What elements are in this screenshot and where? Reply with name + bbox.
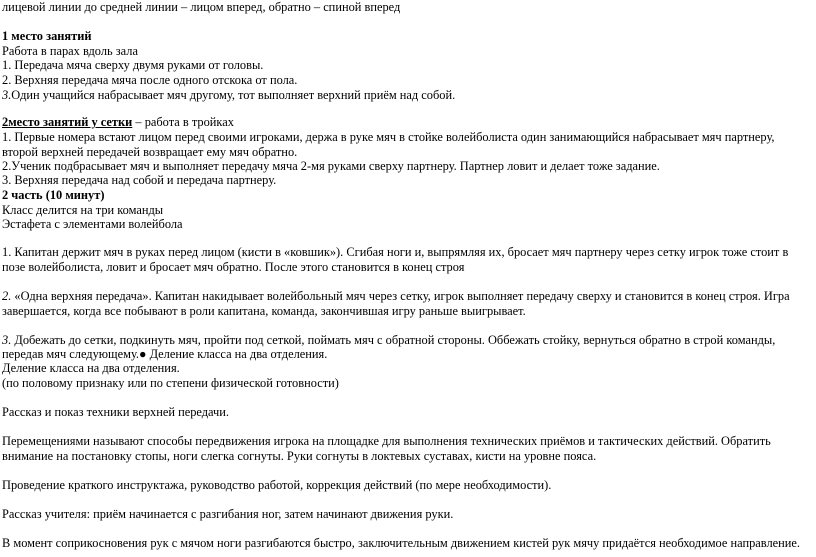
list-item — [2, 333, 775, 348]
bullet-text: ● Деление класса на два отделения. — [139, 347, 328, 361]
item-text: «Одна верхняя передача». Капитан накидывает волейбольный мяч через сетку, игрок выполняет передачу сверху и становится в конец строя. Игра — [11, 289, 790, 303]
text-line: Рассказ учителя: приём начинается с разгибания ног, затем начинают движения руки. — [2, 507, 454, 521]
text-line: В момент соприкосновения рук с мячом ноги разгибаются быстро, заключительным движением кистей рук мячу придаётся необходимое направление. — [2, 536, 801, 550]
text-line: Рассказ и показ техники верхней передачи. — [2, 405, 230, 419]
text-line: Работа в парах вдоль зала — [2, 44, 138, 58]
text-part: передав мяч следующему. — [2, 347, 139, 361]
item-text: Один учащийся набрасывает мяч другому, тот выполняет верхний приём над собой. — [11, 88, 456, 102]
text-line: Деление класса на два отделения. — [2, 361, 180, 375]
text-line: (по половому признаку или по степени физической готовности) — [2, 376, 339, 390]
text-line: лицевой линии до средней линии – лицом вперед, обратно – спиной вперед — [2, 0, 401, 14]
text-line: завершается, когда все побывают в роли капитана, команда, закончившая игру раньше выигрывает. — [2, 304, 526, 318]
text-line: второй верхней передачей возвращает ему мяч обратно. — [2, 145, 298, 159]
item-number: 3. — [2, 88, 12, 102]
item-number: 3. — [2, 333, 12, 347]
text-line: Перемещениями называют способы передвижения игрока на площадке для выполнения технических приёмов и тактических действий. Обратить — [2, 434, 771, 448]
list-item: 1. Капитан держит мяч в руках перед лицом (кисти в «ковшик»). Сгибая ноги и, выпрямляя их, бросает мяч партнеру через сетку игрок тоже стоит в — [2, 245, 789, 259]
text-line: позе волейболиста, ловит и бросает мяч обратно. После этого становится в конец строя — [2, 260, 465, 274]
text-line: внимание на постановку стопы, ноги слегка согнуты. Руки согнуты в локтевых суставах, кисти на уровне пояса. — [2, 449, 597, 463]
heading-bold: 2место занятий у сетки — [2, 115, 133, 129]
list-item: 1. Первые номера встают лицом перед своими игроками, держа в руке мяч в стойке волейболиста один занимающийся набрасывает мяч партнеру, — [2, 130, 775, 144]
list-item: 2.Ученик подбрасывает мяч и выполняет передачу мяча 2-мя руками сверху партнеру. Партнер ловит и делает тоже задание. — [2, 159, 660, 173]
list-item: 2. Верхняя передача мяча после одного отскока от пола. — [2, 73, 298, 87]
section-heading: 1 место занятий — [2, 29, 92, 43]
section-heading — [2, 115, 234, 130]
section-heading: 2 часть (10 минут) — [2, 188, 105, 202]
text-line — [2, 347, 327, 362]
text-line: Эстафета с элементами волейбола — [2, 217, 183, 231]
text-line: Проведение краткого инструктажа, руководство работой, коррекция действий (по мере необходимости). — [2, 478, 552, 492]
list-item — [2, 289, 790, 304]
list-item — [2, 88, 455, 103]
list-item: 1. Передача мяча сверху двумя руками от головы. — [2, 58, 264, 72]
item-text: Добежать до сетки, подкинуть мяч, пройти под сеткой, поймать мяч с обратной стороны. Оббежать стойку, вернуться обратно в строй команды, — [11, 333, 776, 347]
list-item: 3. Верхняя передача над собой и передача партнеру. — [2, 173, 277, 187]
text-line: Класс делится на три команды — [2, 203, 164, 217]
heading-rest: – работа в тройках — [132, 115, 234, 129]
item-number: 2. — [2, 289, 12, 303]
